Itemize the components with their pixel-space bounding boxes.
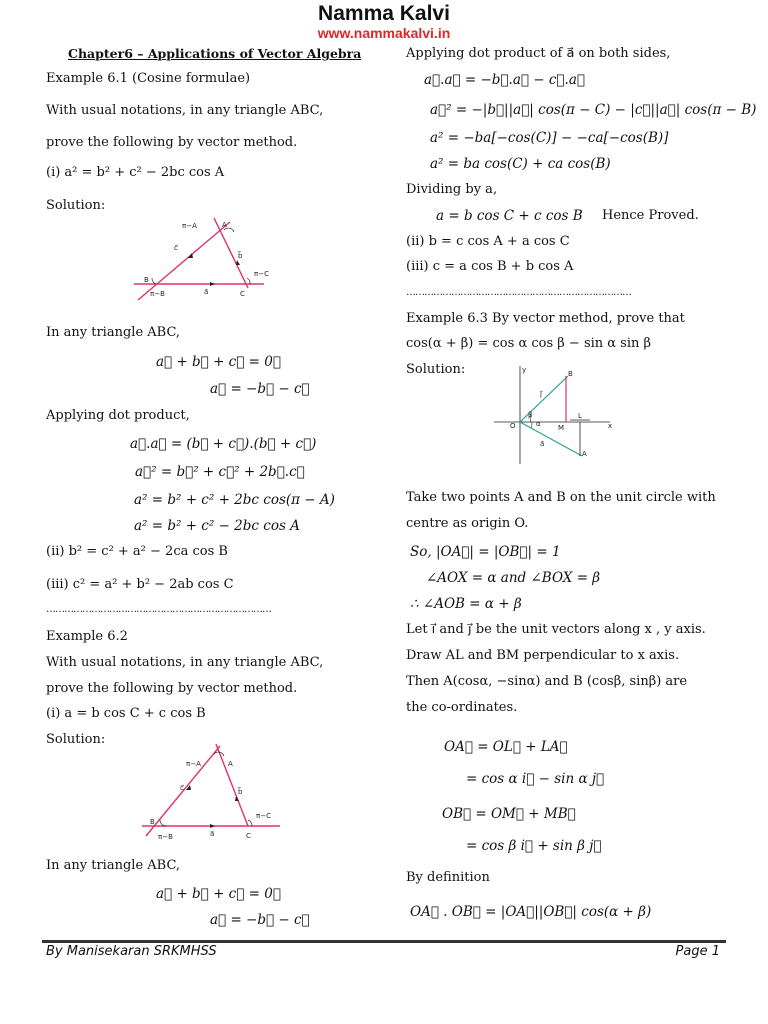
dividing-by-a: Dividing by a, xyxy=(406,182,498,197)
footer-author: By Manisekaran SRKMHSS xyxy=(46,944,217,959)
example-6-1-title: Example 6.1 (Cosine formulae) xyxy=(46,71,251,86)
right-line-coordinates: Then A(cosα, −sinα) and B (cosβ, sinβ) are xyxy=(406,674,688,689)
example-6-1-part-iii: (iii) c² = a² + b² − 2ab cos C xyxy=(46,577,234,592)
triangle-figure-2 xyxy=(140,740,290,844)
site-title: Namma Kalvi xyxy=(318,2,450,25)
right-line-centre: centre as origin O. xyxy=(406,516,529,531)
solution-label-3: Solution: xyxy=(406,362,466,377)
example-6-2-part-ii: (ii) b = c cos A + a cos C xyxy=(406,234,570,249)
label2-pi-minus-a: π−A xyxy=(186,760,201,768)
fig-label-y: y xyxy=(522,366,527,374)
right-eq-3: a² = −ba[−cos(C)] − −ca[−cos(B)] xyxy=(430,130,669,146)
fig-label-l: L xyxy=(578,412,582,420)
right-line-take-points: Take two points A and B on the unit circle with xyxy=(406,490,716,505)
label2-vector-a: a⃗ xyxy=(210,830,215,838)
example-6-2-part-i: (i) a = b cos C + c cos B xyxy=(46,706,206,721)
example-6-1-line2: prove the following by vector method. xyxy=(46,135,298,150)
unit-circle-figure xyxy=(486,362,616,470)
separator-dots-2: ………………………………………………………………… xyxy=(406,287,631,298)
equation-3: a⃗.a⃗ = (b⃗ + c⃗).(b⃗ + c⃗) xyxy=(130,436,317,452)
right-eq-aob: ∴ ∠AOB = α + β xyxy=(410,596,522,612)
equation-6: a² = b² + c² − 2bc cos A xyxy=(134,518,300,534)
right-eq-ob-value: = cos β i⃗ + sin β j⃗ xyxy=(466,838,602,854)
label2-vector-c: c⃗ xyxy=(180,784,184,792)
applying-dot-product: Applying dot product, xyxy=(46,408,190,423)
fig-label-beta: β xyxy=(528,411,533,419)
example-6-1-part-i: (i) a² = b² + c² − 2bc cos A xyxy=(46,165,225,180)
right-eq-oa-sum: OA⃗ = OL⃗ + LA⃗ xyxy=(444,739,568,755)
right-line-unit-vectors: Let i⃗ and j⃗ be the unit vectors along x , y axis. xyxy=(406,622,706,637)
fig-label-o: O xyxy=(510,422,516,430)
label2-vector-b: b⃗ xyxy=(238,788,243,796)
solution-label-1: Solution: xyxy=(46,198,106,213)
fig-label-b: B xyxy=(568,370,573,378)
right-eq-oa-value: = cos α i⃗ − sin α j⃗ xyxy=(466,771,605,787)
example-6-2-line2: prove the following by vector method. xyxy=(46,681,298,696)
label-vector-a: a⃗ xyxy=(204,288,209,296)
example-6-1-line1: With usual notations, in any triangle ABC, xyxy=(46,103,324,118)
equation-7: a⃗ + b⃗ + c⃗ = 0⃗ xyxy=(156,886,281,902)
fig-label-x: x xyxy=(608,422,613,430)
label-pi-minus-b: π−B xyxy=(150,290,165,298)
label-pi-minus-c: π−C xyxy=(254,270,269,278)
separator-dots-1: ………………………………………………………………… xyxy=(46,604,271,615)
right-line-1: Applying dot product of a⃗ on both sides, xyxy=(406,46,671,61)
equation-5: a² = b² + c² + 2bc cos(π − A) xyxy=(134,492,335,508)
right-eq-5: a = b cos C + c cos B xyxy=(436,208,583,224)
footer-divider xyxy=(42,940,726,943)
right-eq-4: a² = ba cos(C) + ca cos(B) xyxy=(430,156,611,172)
right-eq-angles: ∠AOX = α and ∠BOX = β xyxy=(426,570,601,586)
in-triangle-1: In any triangle ABC, xyxy=(46,325,181,340)
label-vertex-c: C xyxy=(240,290,245,298)
label2-pi-minus-c: π−C xyxy=(256,812,271,820)
label-vector-b: b⃗ xyxy=(238,252,243,260)
right-eq-definition: OA⃗ . OB⃗ = |OA⃗||OB⃗| cos(α + β) xyxy=(410,904,652,920)
equation-8: a⃗ = −b⃗ − c⃗ xyxy=(210,912,310,928)
equation-4: a⃗² = b⃗² + c⃗² + 2b⃗.c⃗ xyxy=(135,464,305,480)
in-triangle-2: In any triangle ABC, xyxy=(46,858,181,873)
example-6-3-line1: Example 6.3 By vector method, prove that xyxy=(406,311,685,326)
triangle-figure-1 xyxy=(130,212,280,304)
example-6-3-line2: cos(α + β) = cos α cos β − sin α sin β xyxy=(406,336,652,351)
fig-label-m: M xyxy=(558,424,565,432)
example-6-2-part-iii: (iii) c = a cos B + b cos A xyxy=(406,259,574,274)
fig-label-a-vector: a⃗ xyxy=(540,440,545,448)
site-url[interactable]: www.nammakalvi.in xyxy=(317,25,451,41)
right-line-co-ordinates: the co-ordinates. xyxy=(406,700,518,715)
fig-label-a: A xyxy=(582,450,587,458)
fig-label-alpha: α xyxy=(536,420,541,428)
example-6-1-part-ii: (ii) b² = c² + a² − 2ca cos B xyxy=(46,544,228,559)
label-vertex-b: B xyxy=(144,276,149,284)
equation-2: a⃗ = −b⃗ − c⃗ xyxy=(210,381,310,397)
label2-vertex-a: A xyxy=(228,760,233,768)
footer-page-number: Page 1 xyxy=(675,944,720,959)
right-eq-2: a⃗² = −|b⃗||a⃗| cos(π − C) − |c⃗||a⃗| cos(π − B) xyxy=(430,102,757,118)
label-pi-minus-a: π−A xyxy=(182,222,197,230)
by-definition: By definition xyxy=(406,870,490,885)
right-eq-ob-sum: OB⃗ = OM⃗ + MB⃗ xyxy=(442,806,576,822)
right-eq-1: a⃗.a⃗ = −b⃗.a⃗ − c⃗.a⃗ xyxy=(424,72,585,88)
right-eq-oa-ob: So, |OA⃗| = |OB⃗| = 1 xyxy=(410,544,561,560)
fig-label-j: j⃗ xyxy=(540,390,542,398)
label2-pi-minus-b: π−B xyxy=(158,833,173,841)
hence-proved: Hence Proved. xyxy=(602,208,699,223)
right-line-perpendicular: Draw AL and BM perpendicular to x axis. xyxy=(406,648,680,663)
example-6-2-title: Example 6.2 xyxy=(46,629,128,644)
label-vector-c: c⃗ xyxy=(174,244,178,252)
example-6-2-line1: With usual notations, in any triangle ABC, xyxy=(46,655,324,670)
label2-vertex-b: B xyxy=(150,818,155,826)
solution-label-2: Solution: xyxy=(46,732,106,747)
chapter-heading: Chapter6 – Applications of Vector Algebra xyxy=(68,46,362,61)
label-vertex-a: A xyxy=(222,221,227,229)
equation-1: a⃗ + b⃗ + c⃗ = 0⃗ xyxy=(156,354,281,370)
label2-vertex-c: C xyxy=(246,832,251,840)
